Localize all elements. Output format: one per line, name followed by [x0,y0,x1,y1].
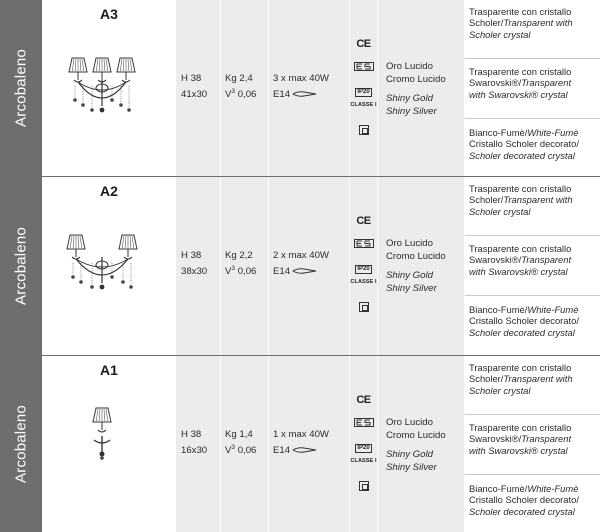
family-label: Arcobaleno [12,227,30,305]
weight-value: Kg 1,4 [225,429,253,440]
crystal-line: Trasparente con cristallo [469,422,572,433]
dimensions-cell [176,177,220,355]
crystal-option [465,304,600,338]
family-label: Arcobaleno [12,405,30,483]
weight-value: Kg 2,4 [225,73,253,84]
crystal-divider [465,414,600,415]
crystal-divider [465,474,600,475]
size-value: 16x30 [181,445,208,456]
product-code: A1 [100,362,118,378]
volume-prefix: V [225,445,232,456]
certification-cell [350,356,377,532]
product-row-a3 [0,0,600,176]
ce-mark-icon: CE [356,394,371,406]
product-image-cell [42,356,176,532]
crystal-line: Scholer/Transparent with [469,17,573,29]
crystal-line: Scholer crystal [469,28,531,40]
finish-it-1: Oro Lucido [386,417,433,428]
weight-cell [221,0,268,176]
candle-bulb-icon [292,267,318,275]
family-band [0,356,42,532]
socket-row [273,444,318,457]
finish-en-2: Shiny Silver [386,283,437,294]
volume-exponent: 3 [231,264,236,272]
insulation-class: CLASSE I [350,102,377,108]
crystal-option [465,6,600,40]
socket-row [273,265,318,278]
ce-mark-icon: CE [356,38,371,50]
double-insulation-icon [359,125,369,135]
crystal-line: with Swarovski® crystal [469,88,568,100]
crystal-option [465,243,600,277]
certification-cell [350,0,377,176]
volume-exponent: 3 [231,87,236,95]
crystal-option [465,422,600,456]
lamp-cell [269,356,349,532]
height-value: H 38 [181,250,202,261]
finish-cell [378,0,464,176]
crystal-option [465,127,600,161]
volume-row [225,444,256,457]
crystal-divider [465,295,600,296]
crystal-line: Cristallo Scholer decorato/ [469,494,579,506]
crystal-option [465,483,600,517]
crystal-line: Scholer decorated crystal [469,326,575,338]
insulation-class: CLASSE I [350,279,377,285]
wall-lamp-icon [42,356,176,532]
crystal-line: Trasparente con cristallo [469,66,572,77]
socket-value: E14 [273,266,291,277]
crystal-line: Scholer/Transparent with [469,194,573,206]
lamp-spec: 2 x max 40W [273,250,329,261]
crystal-line: Bianco-Fumè/White-Fumè [469,127,579,138]
height-value: H 38 [181,73,202,84]
volume-prefix: V [225,266,232,277]
candle-bulb-icon [292,90,318,98]
wall-lamp-icon [42,177,176,353]
candle-bulb-icon [292,446,318,454]
socket-row [273,88,318,101]
certification-cell [350,177,377,355]
volume-exponent: 3 [231,443,236,451]
crystal-cell [465,177,600,355]
es-mark-icon [354,62,374,71]
crystal-line: Trasparente con cristallo [469,243,572,254]
crystal-line: Bianco-Fumè/White-Fumè [469,304,579,315]
product-image-cell [42,177,176,355]
crystal-line: Trasparente con cristallo [469,6,572,17]
finish-en-1: Shiny Gold [386,270,433,281]
product-code: A2 [100,183,118,199]
crystal-line: Cristallo Scholer decorato/ [469,315,579,327]
finish-it-2: Cromo Lucido [386,74,446,85]
product-row-a2 [0,177,600,355]
crystal-line: Bianco-Fumè/White-Fumè [469,483,579,494]
finish-it-1: Oro Lucido [386,238,433,249]
crystal-line: Scholer crystal [469,205,531,217]
crystal-divider [465,118,600,119]
product-code: A3 [100,6,118,22]
crystal-cell [465,0,600,176]
finish-it-2: Cromo Lucido [386,430,446,441]
lamp-spec: 3 x max 40W [273,73,329,84]
finish-it-2: Cromo Lucido [386,251,446,262]
crystal-line: Swarovski®/Transparent [469,77,572,89]
ip-rating: IP20 [357,266,370,272]
ce-mark-icon: CE [356,215,371,227]
crystal-line: Scholer crystal [469,384,531,396]
crystal-line: Trasparente con cristallo [469,362,572,373]
family-band [0,0,42,176]
finish-en-2: Shiny Silver [386,106,437,117]
lamp-spec: 1 x max 40W [273,429,329,440]
ip-rating: IP20 [357,445,370,451]
finish-it-1: Oro Lucido [386,61,433,72]
crystal-line: Scholer decorated crystal [469,149,575,161]
crystal-line: with Swarovski® crystal [469,265,568,277]
volume-value: 0,06 [237,445,257,456]
es-mark-icon [354,418,374,427]
finish-en-2: Shiny Silver [386,462,437,473]
volume-row [225,265,256,278]
lamp-cell [269,0,349,176]
dimensions-cell [176,356,220,532]
product-row-a1 [0,356,600,532]
volume-row [225,88,256,101]
crystal-line: Scholer decorated crystal [469,505,575,517]
finish-cell [378,177,464,355]
crystal-line: Swarovski®/Transparent [469,254,572,266]
dimensions-cell [176,0,220,176]
es-mark-icon [354,239,374,248]
volume-prefix: V [225,89,232,100]
crystal-option [465,66,600,100]
crystal-line: Scholer/Transparent with [469,373,573,385]
family-label: Arcobaleno [12,49,30,127]
double-insulation-icon [359,481,369,491]
double-insulation-icon [359,302,369,312]
product-image-cell [42,0,176,176]
finish-en-1: Shiny Gold [386,449,433,460]
size-value: 38x30 [181,266,208,277]
crystal-line: with Swarovski® crystal [469,444,568,456]
finish-en-1: Shiny Gold [386,93,433,104]
weight-value: Kg 2,2 [225,250,253,261]
crystal-option [465,183,600,217]
height-value: H 38 [181,429,202,440]
wall-lamp-icon [42,0,176,176]
socket-value: E14 [273,445,291,456]
crystal-line: Swarovski®/Transparent [469,433,572,445]
volume-value: 0,06 [237,266,257,277]
weight-cell [221,177,268,355]
crystal-line: Trasparente con cristallo [469,183,572,194]
volume-value: 0,06 [237,89,257,100]
crystal-line: Cristallo Scholer decorato/ [469,138,579,150]
crystal-cell [465,356,600,532]
socket-value: E14 [273,89,291,100]
family-band [0,177,42,355]
insulation-class: CLASSE I [350,458,377,464]
weight-cell [221,356,268,532]
crystal-option [465,362,600,396]
size-value: 41x30 [181,89,208,100]
lamp-cell [269,177,349,355]
finish-cell [378,356,464,532]
ip-rating: IP20 [357,89,370,95]
crystal-divider [465,235,600,236]
crystal-divider [465,58,600,59]
